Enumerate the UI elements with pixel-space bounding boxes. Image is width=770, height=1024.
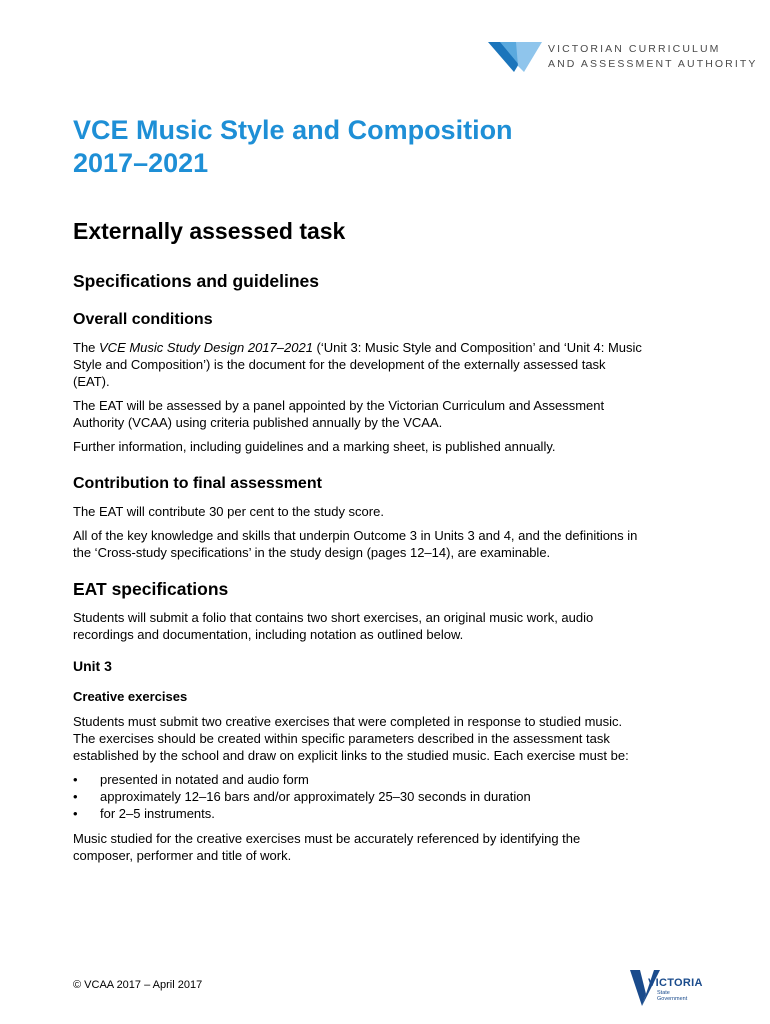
victoria-word: VICTORIA [648,977,703,989]
text-line: All of the key knowledge and skills that underpin Outcome 3 in Units 3 and 4, and the definitions in [73,528,638,543]
contribution-paragraph-1 [73,503,703,520]
vcaa-chevron-icon [486,38,546,78]
heading-contribution: Contribution to final assessment [73,475,322,492]
state-text: State [657,990,670,996]
heading-eat-specifications: EAT specifications [73,579,229,599]
text-line: (EAT). [73,374,110,389]
text-span: (‘Unit 3: Music Style and Composition’ and ‘Unit 4: Music [312,340,642,355]
list-item-text: approximately 12–16 bars and/or approximately 25–30 seconds in duration [100,789,531,804]
text-line: composer, performer and title of work. [73,848,292,863]
text-line: Students will submit a folio that contains two short exercises, an original music work, audio [73,610,594,625]
state-government-text [657,990,687,1002]
study-design-title: VCE Music Study Design 2017–2021 [99,340,313,355]
unit3-paragraph-2 [73,830,703,864]
list-item-text: presented in notated and audio form [100,772,309,787]
text-line: the ‘Cross-study specifications’ in the study design (pages 12–14), are examinable. [73,545,551,560]
title-line1: VCE Music Style and Composition [73,115,513,145]
text-line: Style and Composition’) is the document for the development of the externally assessed task [73,357,606,372]
text-line: The exercises should be created within specific parameters described in the assessment task [73,731,610,746]
heading-overall-conditions: Overall conditions [73,311,213,328]
heading-unit-3: Unit 3 [73,658,112,674]
government-text: Government [657,996,688,1002]
overall-paragraph-2 [73,397,703,431]
overall-paragraph-3 [73,438,703,455]
text-line: established by the school and draw on explicit links to the studied music. Each exercise must be: [73,748,629,763]
bullet-icon: • [73,789,78,804]
list-item [73,771,703,788]
list-item [73,805,703,822]
vcaa-logo [486,38,758,78]
footer-copyright: © VCAA 2017 – April 2017 [73,979,203,991]
text-span: The [73,340,100,355]
text-line: Music studied for the creative exercises must be accurately referenced by identifying the [73,831,581,846]
text-line: Authority (VCAA) using criteria published annually by the VCAA. [73,415,443,430]
document-title [73,114,713,180]
heading-externally-assessed-task: Externally assessed task [73,218,346,244]
list-item [73,788,703,805]
vcaa-logo-line2: AND ASSESSMENT AUTHORITY [548,58,758,70]
title-line2: 2017–2021 [73,148,209,178]
contribution-paragraph-2 [73,527,703,561]
eat-paragraph-1 [73,609,703,643]
text-line: recordings and documentation, including notation as outlined below. [73,627,464,642]
vcaa-logo-text [548,42,758,72]
victoria-state-government-logo [630,968,702,1008]
list-item-text: for 2–5 instruments. [100,806,215,821]
text-line: The EAT will contribute 30 per cent to the study score. [73,504,384,519]
heading-creative-exercises: Creative exercises [73,689,188,704]
bullet-icon: • [73,772,78,787]
unit3-paragraph-1 [73,713,703,764]
heading-specifications: Specifications and guidelines [73,271,320,291]
text-line: The EAT will be assessed by a panel appointed by the Victorian Curriculum and Assessment [73,398,605,413]
text-line: Further information, including guidelines and a marking sheet, is published annually. [73,439,556,454]
exercise-requirements-list [73,771,703,822]
text-line: Students must submit two creative exercises that were completed in response to studied music. [73,714,623,729]
vcaa-logo-line1: VICTORIAN CURRICULUM [548,43,721,55]
overall-paragraph-1 [73,339,703,390]
bullet-icon: • [73,806,78,821]
